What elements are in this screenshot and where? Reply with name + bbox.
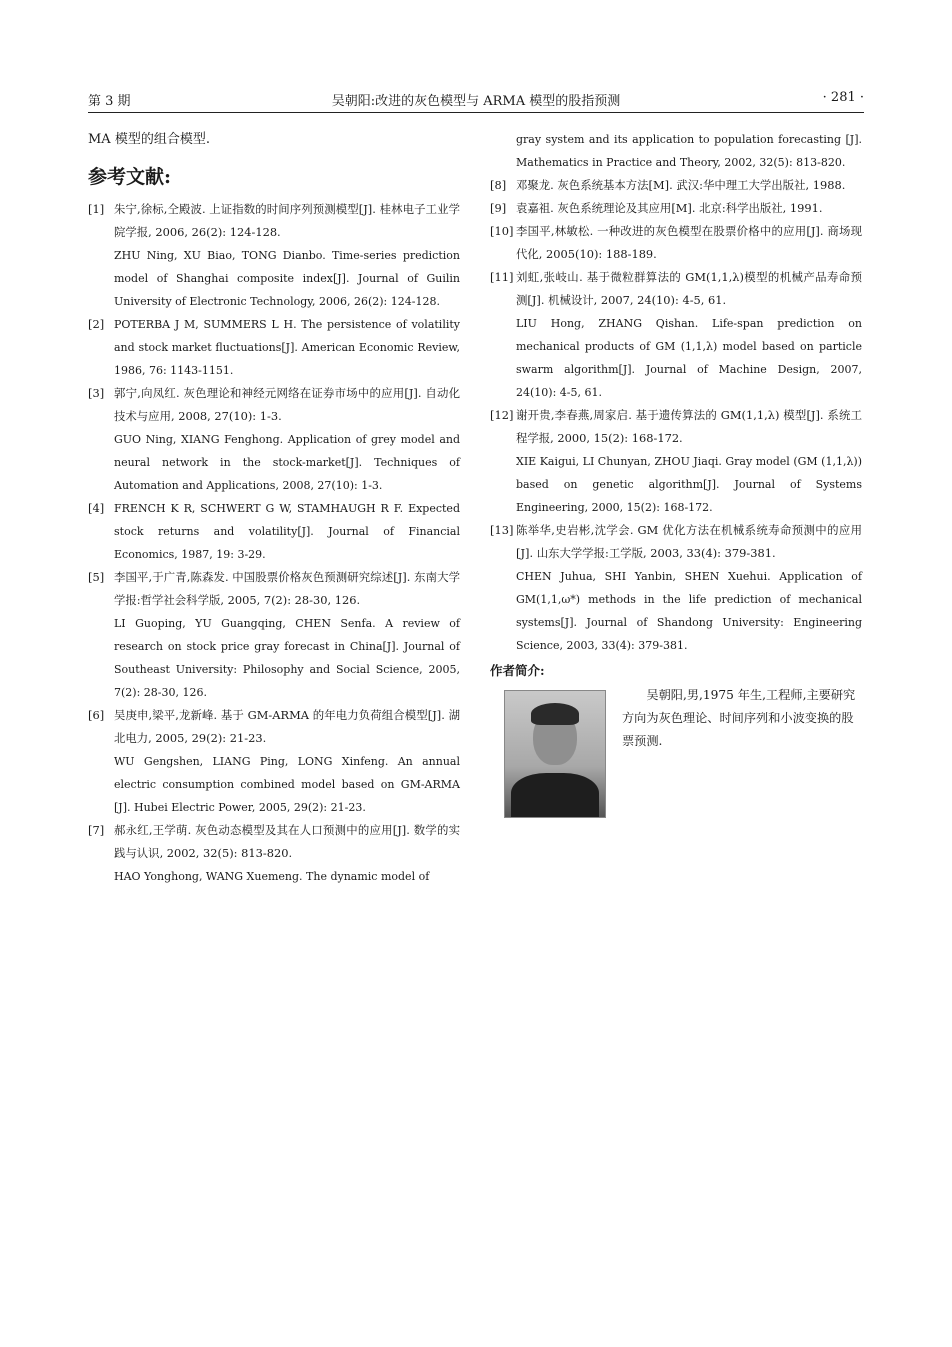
reference-number: [6] [88,708,105,722]
reference-item [490,220,862,266]
reference-item [88,382,460,497]
reference-english: POTERBA J M, SUMMERS L H. The persistence of volatility and stock market fluctuations[J]. American Economic Review, 1986, 76: 1143-1151. [114,318,460,377]
reference-chinese: 陈举华,史岩彬,沈学会. GM 优化方法在机械系统寿命预测中的应用[J]. 山东大学学报:工学版, 2003, 33(4): 379-381. [516,523,862,560]
reference-number: [8] [490,178,507,192]
reference-chinese: 李国平,于广青,陈森发. 中国股票价格灰色预测研究综述[J]. 东南大学学报:哲学社会科学版, 2005, 7(2): 28-30, 126. [114,570,460,607]
reference-item [88,704,460,819]
reference-chinese: 郝永红,王学萌. 灰色动态模型及其在人口预测中的应用[J]. 数学的实践与认识, 2002, 32(5): 813-820. [114,823,460,860]
author-photo-hair [531,703,579,725]
reference-english: ZHU Ning, XU Biao, TONG Dianbo. Time-series prediction model of Shanghai composite index[J]. Journal of Guilin University of Electronic Technology, 2006, 26(2): 124-128. [114,249,460,308]
left-column [88,128,460,888]
reference-item [88,497,460,566]
reference-english: CHEN Juhua, SHI Yanbin, SHEN Xuehui. Application of GM(1,1,ω*) methods in the life prediction of mechanical systems[J]. Journal of Shandong University: Engineering Science, 2003, 33(4): 379-381. [516,570,862,652]
references-heading: 参考文献: [88,166,172,188]
reference-number: [2] [88,317,105,331]
reference-number: [10] [490,224,514,238]
reference-chinese: 谢开贵,李春燕,周家启. 基于遗传算法的 GM(1,1,λ) 模型[J]. 系统工程学报, 2000, 15(2): 168-172. [516,408,862,445]
reference-item [88,566,460,704]
issue-number: 第 3 期 [88,94,131,109]
running-title: 吴朝阳:改进的灰色模型与 ARMA 模型的股指预测 [331,94,621,109]
reference-item [88,198,460,313]
reference-chinese: 袁嘉祖. 灰色系统理论及其应用[M]. 北京:科学出版社, 1991. [516,201,823,215]
reference-item [490,266,862,404]
reference-chinese: 李国平,林敏松. 一种改进的灰色模型在股票价格中的应用[J]. 商场现代化, 2005(10): 188-189. [516,224,862,261]
reference-english: GUO Ning, XIANG Fenghong. Application of grey model and neural network in the stock-market[J]. Techniques of Automation and Applications, 2008, 27(10): 1-3. [114,433,460,492]
reference-list-right [490,174,862,657]
reference-number: [9] [490,201,507,215]
reference-chinese: 邓聚龙. 灰色系统基本方法[M]. 武汉:华中理工大学出版社, 1988. [516,178,846,192]
reference-english: LI Guoping, YU Guangqing, CHEN Senfa. A review of research on stock price gray forecast in China[J]. Journal of Southeast University: Philosophy and Social Science, 2005, 7(2): 28-30, 126. [114,617,460,699]
reference-chinese: 朱宁,徐标,仝殿波. 上证指数的时间序列预测模型[J]. 桂林电子工业学院学报, 2006, 26(2): 124-128. [114,202,460,239]
reference-english: WU Gengshen, LIANG Ping, LONG Xinfeng. An annual electric consumption combined model based on GM-ARMA [J]. Hubei Electric Power, 2005, 29(2): 21-23. [114,755,460,814]
reference-item [490,197,862,220]
reference-chinese: 吴庚申,梁平,龙新峰. 基于 GM-ARMA 的年电力负荷组合模型[J]. 湖北电力, 2005, 29(2): 21-23. [114,708,460,745]
reference-item [490,519,862,657]
intro-text: MA 模型的组合模型. [88,132,210,147]
right-column [490,128,862,824]
author-bio-heading: 作者简介: [490,663,545,678]
reference-number: [1] [88,202,105,216]
reference-continuation: gray system and its application to population forecasting [J]. Mathematics in Practice and Theory, 2002, 32(5): 813-820. [516,133,862,169]
reference-number: [5] [88,570,105,584]
reference-number: [11] [490,270,514,284]
author-photo-body [511,773,599,818]
reference-number: [4] [88,501,105,515]
reference-english: XIE Kaigui, LI Chunyan, ZHOU Jiaqi. Gray model (GM (1,1,λ)) based on genetic algorithm[J]. Journal of Systems Engineering, 2000, 15(2): 168-172. [516,455,862,514]
page-number: · 281 · [822,90,864,105]
reference-chinese: 郭宁,向凤红. 灰色理论和神经元网络在证券市场中的应用[J]. 自动化技术与应用, 2008, 27(10): 1-3. [114,386,460,423]
reference-item [88,313,460,382]
reference-number: [3] [88,386,105,400]
running-header [88,88,864,113]
reference-item [490,174,862,197]
reference-item [88,819,460,888]
author-photo [504,690,606,818]
author-bio [490,684,862,824]
reference-chinese: 刘虹,张岐山. 基于微粒群算法的 GM(1,1,λ)模型的机械产品寿命预测[J]. 机械设计, 2007, 24(10): 4-5, 61. [516,270,862,307]
reference-english: LIU Hong, ZHANG Qishan. Life-span prediction on mechanical products of GM (1,1,λ) model based on particle swarm algorithm[J]. Journal of Machine Design, 2007, 24(10): 4-5, 61. [516,317,862,399]
author-bio-text: 吴朝阳,男,1975 年生,工程师,主要研究方向为灰色理论、时间序列和小波变换的股票预测. [622,688,856,748]
reference-item [490,404,862,519]
reference-number: [13] [490,523,514,537]
reference-list-left [88,198,460,888]
reference-english: HAO Yonghong, WANG Xuemeng. The dynamic model of [114,870,430,883]
reference-number: [12] [490,408,514,422]
reference-number: [7] [88,823,105,837]
reference-english: FRENCH K R, SCHWERT G W, STAMHAUGH R F. Expected stock returns and volatility[J]. Journal of Financial Economics, 1987, 19: 3-29. [114,502,460,561]
